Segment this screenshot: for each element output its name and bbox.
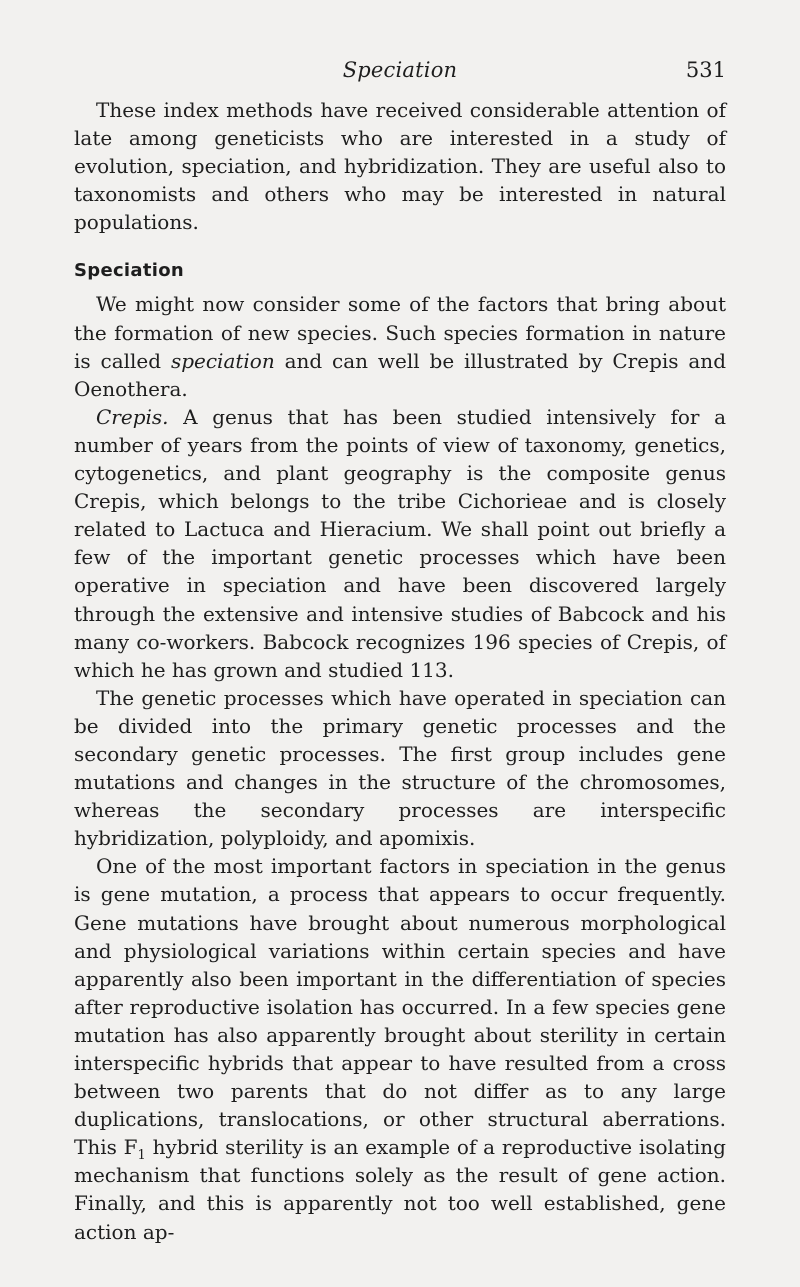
- paragraph-crepis: [74, 403, 726, 684]
- paragraph-species-formation-text-a: We might now consider some of the factors that bring about the formation of new species. Such species formation in nature is called: [74, 292, 726, 373]
- paragraph-intro: [74, 96, 726, 236]
- subscript-one: 1: [137, 1148, 146, 1164]
- paragraph-genetic-processes-text: The genetic processes which have operated in speciation can be divided into the primary genetic processes and the secondary genetic processes. The first group includes gene mutations and changes in the structure of the chromosomes, whereas the secondary processes are interspecific hybridization, polyploidy, and apomixis.: [74, 685, 726, 851]
- paragraph-gene-mutation: [74, 852, 726, 1245]
- running-head: [74, 58, 726, 90]
- paragraph-species-formation: [74, 290, 726, 402]
- paragraph-gene-mutation-text-a: One of the most important factors in speciation in the genus is gene mutation, a process that appears to occur frequently. Gene mutations have brought about numerous morphological and physiological variations within certain species and have apparently also been important in the differentiation of species after reproductive isolation has occurred. In a few species gene mutation has also apparently brought about sterility in certain interspecific hybrids that appear to have resulted from a cross between two parents that do not differ as to any large duplications, translocations, or other structural aberrations. This F: [74, 854, 726, 1160]
- run-in-heading-crepis: Crepis.: [96, 404, 169, 429]
- paragraph-crepis-text: A genus that has been studied intensively for a number of years from the points of view of taxonomy, genetics, cytogenetics, and plant geography is the composite genus Crepis, which belongs to the tribe Cichorieae and is closely related to Lactuca and Hieracium. We shall point out briefly a few of the important genetic processes which have been operative in speciation and have been discovered largely through the extensive and intensive studies of Babcock and his many co-workers. Babcock recognizes 196 species of Crepis, of which he has grown and studied 113.: [74, 404, 726, 682]
- running-title: Speciation: [342, 58, 458, 82]
- paragraph-species-formation-text-b: and can well be illustrated by Crepis and Oenothera.: [74, 348, 726, 401]
- section-heading: Speciation: [74, 260, 184, 282]
- term-speciation: speciation: [170, 348, 275, 373]
- paragraph-genetic-processes: [74, 684, 726, 853]
- body-text: [74, 96, 726, 1246]
- page-number: 531: [685, 58, 726, 82]
- paragraph-gene-mutation-text-b: hybrid sterility is an example of a reproductive isolating mechanism that functions solely as the result of gene action. Finally, and this is apparently not too well established, gene action ap-: [74, 1135, 726, 1244]
- paragraph-intro-text: These index methods have received considerable attention of late among geneticists who are interested in a study of evolution, speciation, and hybridization. They are useful also to taxonomists and others who may be interested in natural populations.: [74, 98, 726, 235]
